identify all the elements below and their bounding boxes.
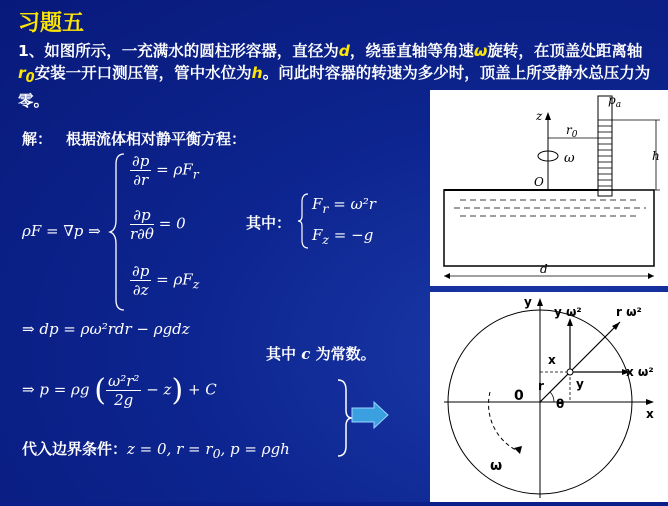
equation-row-3: $\frac{\partial p}{\partial z}$ = $\rho F_z$ bbox=[132, 262, 200, 299]
fig2-omega: ω bbox=[490, 458, 503, 474]
force-figure bbox=[430, 292, 668, 502]
var-omega: ω bbox=[473, 42, 488, 60]
label-omega: ω bbox=[564, 151, 575, 166]
constant-note: 其中 c 为常数。 bbox=[266, 345, 376, 363]
solution-text: 根据流体相对静平衡方程： bbox=[66, 130, 247, 148]
label-r0: $r_0$ bbox=[566, 123, 578, 140]
left-brace bbox=[108, 152, 128, 312]
equation-dp: ⇒ dp = ρω²rdr − ρgdz bbox=[22, 320, 190, 338]
force-diagram bbox=[430, 292, 668, 502]
solution-label: 解： bbox=[22, 130, 53, 148]
fig2-r-label: r bbox=[538, 379, 544, 393]
fig2-x-omega2: x ω² bbox=[626, 365, 654, 379]
label-d: d bbox=[540, 262, 548, 276]
force-fz: $F_z = -g$ bbox=[312, 226, 374, 247]
var-r0: $r_0$ bbox=[18, 64, 35, 87]
equation-row-2: $\frac{\partial p}{r\partial\theta}$ = 0 bbox=[130, 206, 186, 243]
fig2-y-omega2: y ω² bbox=[554, 305, 582, 319]
solution-heading bbox=[22, 128, 246, 149]
container-figure bbox=[430, 90, 668, 286]
label-z: z bbox=[536, 109, 543, 123]
force-brace bbox=[296, 192, 310, 250]
fig2-y-label: y bbox=[576, 377, 584, 391]
problem-text-3: 旋转，在顶盖处距离轴 bbox=[487, 42, 643, 60]
label-pa: $p_a$ bbox=[608, 93, 622, 110]
fig2-y-axis-label: y bbox=[524, 295, 532, 309]
problem-text-2: ，绕垂直轴等角速 bbox=[349, 42, 474, 60]
force-fr: $F_r = \omega^2r$ bbox=[312, 195, 376, 216]
fig2-x-label: x bbox=[548, 353, 556, 367]
fig2-x-axis-label: x bbox=[646, 407, 654, 421]
label-h: h bbox=[652, 149, 660, 163]
qizhong-label: 其中： bbox=[246, 214, 292, 232]
problem-text-5: 。问此时容器的转速为多少时，顶盖上所受静水总压力为零。 bbox=[18, 64, 651, 111]
label-O: O bbox=[534, 175, 544, 189]
slide-title: 习题五 bbox=[18, 11, 85, 36]
fig2-r-omega2: r ω² bbox=[616, 305, 642, 319]
var-d: d bbox=[338, 42, 350, 60]
fig2-theta: θ bbox=[556, 397, 565, 411]
container-diagram bbox=[430, 90, 668, 286]
equation-lhs: ρF = ∇p ⇒ bbox=[22, 222, 101, 240]
problem-text-4: 安装一开口测压管，管中水位为 bbox=[34, 64, 252, 82]
fig2-origin: 0 bbox=[514, 388, 524, 404]
boundary-condition: 代入边界条件：z = 0, $r = r_0$, p = ρgh bbox=[22, 440, 290, 461]
problem-text-1: 1、如图所示，一充满水的圆柱形容器，直径为 bbox=[18, 42, 339, 60]
equation-p: ⇒ p = ρg ( $\frac{\text{ω²r²}}{2g}$ − z) + C bbox=[22, 372, 217, 409]
var-h: h bbox=[251, 64, 263, 82]
right-arrow-icon bbox=[350, 400, 390, 430]
equation-row-1: $\frac{\partial p}{\partial r}$ = $\rho F_r$ bbox=[132, 152, 199, 189]
